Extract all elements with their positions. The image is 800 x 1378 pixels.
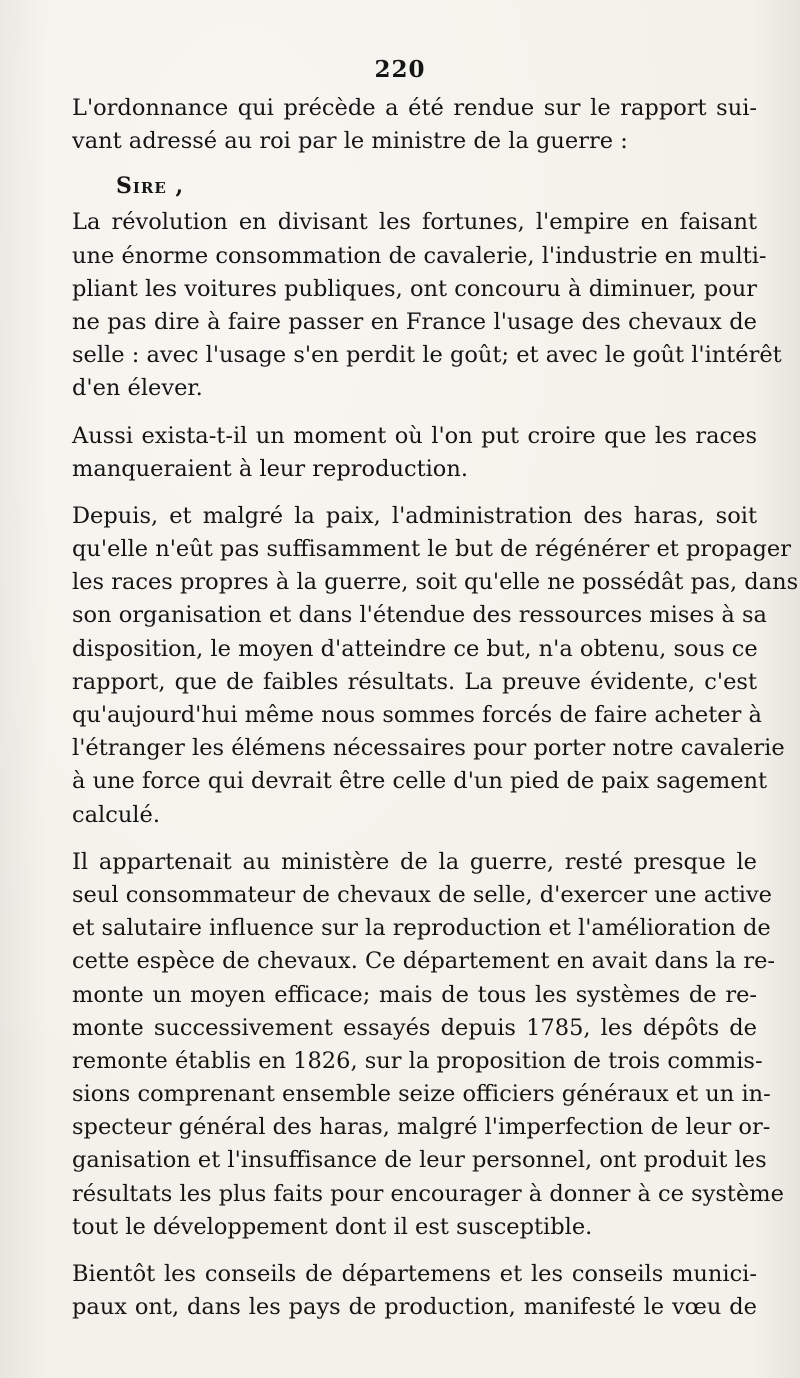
- salutation: Sire ,: [116, 173, 185, 200]
- text-line: paux ont, dans les pays de production, manifesté le vœu de: [72, 1294, 757, 1321]
- text-line: monte successivement essayés depuis 1785, les dépôts de: [72, 1014, 757, 1041]
- text-line: l'étranger les élémens nécessaires pour porter notre cavalerie: [72, 735, 785, 762]
- text-line: à une force qui devrait être celle d'un pied de paix sagement: [72, 768, 768, 795]
- paragraph-aussi: [72, 420, 757, 486]
- page-number: 220: [374, 56, 426, 83]
- text-line: Aussi exista-t-il un moment où l'on put croire que les races: [72, 422, 757, 449]
- text-line: vant adressé au roi par le ministre de la guerre :: [72, 128, 628, 155]
- text-line: calculé.: [72, 801, 160, 828]
- text-line: disposition, le moyen d'atteindre ce but, n'a obtenu, sous ce: [72, 635, 758, 662]
- text-line: sions comprenant ensemble seize officiers généraux et un in-: [72, 1081, 771, 1108]
- paragraph-ministere: [72, 846, 784, 1244]
- text-line: manqueraient à leur reproduction.: [72, 455, 468, 482]
- text-line: pliant les voitures publiques, ont concouru à diminuer, pour: [72, 275, 757, 302]
- text-line: qu'aujourd'hui même nous sommes forcés de faire acheter à: [72, 702, 762, 728]
- body-text: [72, 92, 799, 1324]
- text-line: seul consommateur de chevaux de selle, d'exercer une active: [72, 881, 772, 908]
- text-line: Bientôt les conseils de départemens et les conseils munici-: [72, 1261, 757, 1287]
- text-line: une énorme consommation de cavalerie, l'industrie en multi-: [72, 242, 767, 269]
- text-line: d'en élever.: [72, 375, 203, 402]
- text-line: rapport, que de faibles résultats. La preuve évidente, c'est: [72, 668, 757, 695]
- text-line: résultats les plus faits pour encourager à donner à ce système: [72, 1180, 784, 1207]
- text-line: et salutaire influence sur la reproduction et l'amélioration de: [72, 915, 771, 942]
- text-line: les races propres à la guerre, soit qu'elle ne possédât pas, dans: [72, 569, 799, 596]
- text-line: qu'elle n'eût pas suffisamment le but de régénérer et propager: [72, 536, 792, 563]
- paragraph-revolution: [72, 206, 782, 405]
- text-line: Depuis, et malgré la paix, l'administration des haras, soit: [72, 502, 757, 529]
- text-line: Il appartenait au ministère de la guerre, resté presque le: [72, 848, 757, 875]
- text-line: cette espèce de chevaux. Ce département en avait dans la re-: [72, 948, 776, 975]
- text-line: ganisation et l'insuffisance de leur personnel, ont produit les: [72, 1147, 767, 1174]
- text-line: tout le développement dont il est susceptible.: [72, 1213, 593, 1240]
- paragraph-bientot: [72, 1258, 757, 1324]
- text-line: son organisation et dans l'étendue des ressources mises à sa: [72, 602, 767, 629]
- paragraph-depuis: [72, 500, 799, 832]
- text-line: selle : avec l'usage s'en perdit le goût; et avec le goût l'intérêt: [72, 342, 782, 369]
- intro-paragraph: [72, 92, 757, 158]
- text-line: monte un moyen efficace; mais de tous les systèmes de re-: [72, 981, 757, 1008]
- text-line: La révolution en divisant les fortunes, l'empire en faisant: [72, 209, 757, 236]
- text-line: ne pas dire à faire passer en France l'usage des chevaux de: [72, 308, 757, 335]
- text-line: L'ordonnance qui précède a été rendue sur le rapport sui-: [72, 95, 757, 121]
- text-line: remonte établis en 1826, sur la proposition de trois commis-: [72, 1047, 763, 1074]
- text-line: specteur général des haras, malgré l'imperfection de leur or-: [72, 1114, 771, 1141]
